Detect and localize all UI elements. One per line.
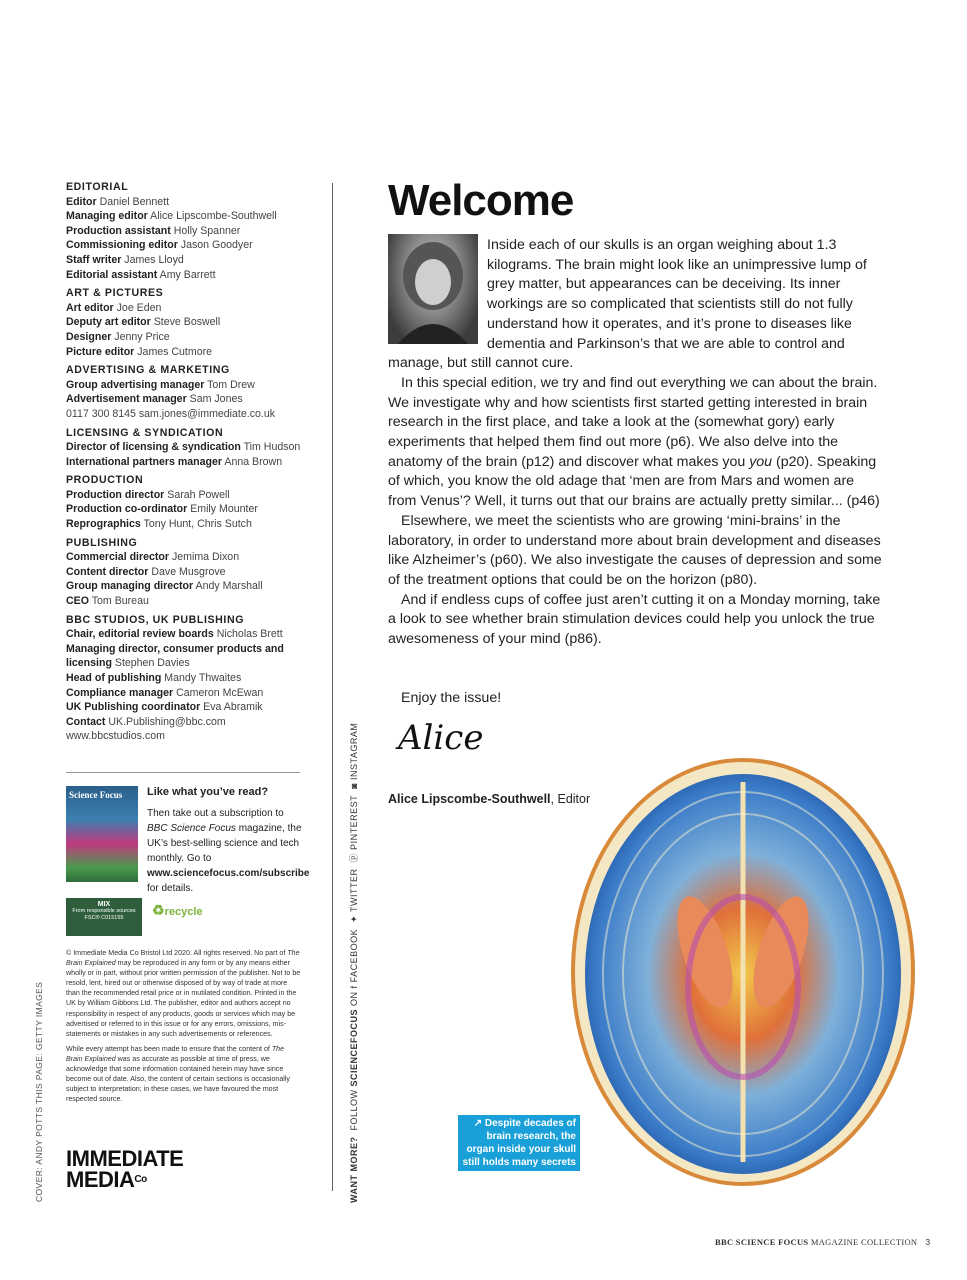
signature: Alice	[398, 718, 484, 758]
recycle-logo: ♻recycle	[152, 902, 203, 918]
credit-row: Content director Dave Musgrove	[66, 565, 226, 578]
credit-row: Picture editor James Cutmore	[66, 345, 213, 358]
credit-row: Editorial assistant Amy Barrett	[66, 268, 216, 281]
instagram-link[interactable]: INSTAGRAM	[349, 722, 359, 780]
credit-row: Reprographics Tony Hunt, Chris Sutch	[66, 518, 252, 531]
credit-row: Head of publishing Mandy Thwaites	[66, 672, 242, 684]
facebook-link[interactable]: FACEBOOK	[349, 928, 359, 983]
credit-row: Art editor Joe Eden	[66, 301, 162, 314]
facebook-icon: f	[349, 985, 359, 989]
editorial-body	[388, 236, 883, 650]
credit-row: Commercial director Jemima Dixon	[66, 551, 240, 564]
editor-byline: Alice Lipscombe-Southwell, Editor	[388, 792, 591, 806]
sign-off: Enjoy the issue!	[401, 690, 502, 706]
instagram-icon: ◙	[349, 782, 359, 789]
credit-row: UK Publishing coordinator Eva Abramik	[66, 701, 263, 714]
subscription-title: Like what you’ve read?	[147, 786, 269, 798]
credit-row: CEO Tom Bureau	[66, 595, 149, 608]
fsc-logo: MIX From responsible sources FSC® C015155	[66, 898, 142, 936]
credit-row: Advertisement manager Sam Jones	[66, 393, 243, 406]
pinterest-link[interactable]: PINTEREST	[349, 794, 359, 850]
credit-row: Managing editor Alice Lipscombe-Southwell	[66, 210, 277, 223]
credit-row: Editor Daniel Bennett	[66, 195, 170, 208]
credit-row: 0117 300 8145 sam.jones@immediate.co.uk	[66, 407, 276, 420]
page-title: Welcome	[388, 176, 574, 225]
page-footer: BBC SCIENCE FOCUS MAGAZINE COLLECTION 3	[715, 1237, 931, 1247]
credits-section-title: BBC STUDIOS, UK PUBLISHING	[66, 613, 245, 626]
credit-row: Commissioning editor Jason Goodyer	[66, 239, 253, 252]
credits-section-title: ADVERTISING & MARKETING	[66, 364, 230, 377]
pinterest-icon: ⓟ	[349, 852, 359, 863]
magazine-cover-thumbnail[interactable]	[66, 786, 138, 882]
credits-section-title: PRODUCTION	[66, 474, 144, 487]
credit-row: Staff writer James Lloyd	[66, 253, 184, 266]
immediate-media-logo: IMMEDIATE $MEDIA^{Co}$	[66, 1146, 184, 1192]
legal-text: © Immediate Media Co Bristol Ltd 2020. All rights reserved. No part of The Brain Explained may be reproduced in any form or by any means either wholly or in part, without prior written permission of the publisher. Not to be resold, lent, hired out or otherwise disposed of by way of trade at more than the recommended retail price or in mutilated condition. Printed in the UK by William Gibbons Ltd. The publisher, editor and authors accept no responsibility in respect of any products, goods or services which may be advertised or referred to in this issue or for any errors, omissions, mis-statements or mistakes in any such advertisements or references. While every attempt has been made to ensure that the content of The Brain Explained was as accurate as possible at time of press, we acknowledge that some information contained herein may have since become out of date. Also, the content of certain sections is occasionally subject to interpretation; in these cases, we have favoured the most respected source.	[66, 949, 301, 1104]
credit-row: Managing director, consumer products and licensing Stephen Davies	[66, 642, 284, 670]
social-follow-bar: WANT MORE? FOLLOW SCIENCEFOCUS ON f FACEBOOK ✦ TWITTER ⓟ PINTEREST ◙ INSTAGRAM	[349, 722, 359, 1203]
subscription-link[interactable]: www.sciencefocus.com/subscribe	[147, 868, 310, 879]
paragraph-4: And if endless cups of coffee just aren’t cutting it on a Monday morning, take a look to see whether brain stimulation devices could help you unlock the true awesomeness of your mind (p86).	[388, 591, 881, 648]
credits-column	[66, 180, 311, 744]
credits-section-title: PUBLISHING	[66, 536, 138, 549]
credit-row: Chair, editorial review boards Nicholas Brett	[66, 628, 283, 641]
credit-row: International partners manager Anna Brown	[66, 455, 283, 468]
credit-row: www.bbcstudios.com	[66, 730, 165, 743]
credit-row: Group managing director Andy Marshall	[66, 580, 263, 593]
credit-row: Director of licensing & syndication Tim Hudson	[66, 441, 301, 454]
credit-row: Group advertising manager Tom Drew	[66, 378, 255, 391]
page-number: 3	[925, 1237, 931, 1247]
twitter-icon: ✦	[349, 914, 359, 923]
recycle-icon: ♻	[152, 902, 165, 918]
credits-section-title: LICENSING & SYNDICATION	[66, 426, 224, 439]
column-divider	[332, 183, 333, 1191]
credits-section-title: EDITORIAL	[66, 181, 129, 193]
paragraph-3: Elsewhere, we meet the scientists who are growing ‘mini-brains’ in the laboratory, in order to understand more about brain development and diseases like Alzheimer’s (p60). We also investigate the causes of depression and some of the treatment options that could be on the horizon (p80).	[388, 512, 882, 588]
credit-row: Compliance manager Cameron McEwan	[66, 686, 264, 699]
cover-masthead: Science Focus	[69, 790, 123, 800]
image-caption: ↗ Despite decades of brain research, the organ inside your skull still holds many secrets	[458, 1115, 580, 1171]
credit-row: Production assistant Holly Spanner	[66, 224, 241, 237]
paragraph-2: In this special edition, we try and find out everything we can about the brain. We investigate why and how scientists first started getting interested in brain research in the first place, and take a look at the (somewhat gory) early experiments that helped them find out more (p6). We also delve into the anatomy of the brain (p12) and discover what makes you you (p20). Speaking of which, you know the old adage that ‘men are from Mars and women are from Venus’? Well, it turns out that our brains are actually pretty similar... (p46)	[388, 374, 880, 510]
credit-row: Production director Sarah Powell	[66, 488, 230, 501]
paragraph-1: Inside each of our skulls is an organ weighing about 1.3 kilograms. The brain might look like an unimpressive lump of grey matter, but appearances can be deceiving. Its inner workings are so complicated that scientists still do not fully understand how it operates, and it’s prone to diseases like dementia and Parkinson’s that we are able to control and manage, but still cannot cure.	[388, 237, 867, 372]
credit-row: Deputy art editor Steve Boswell	[66, 316, 221, 329]
image-credit: COVER: ANDY POTTS THIS PAGE: GETTY IMAGES	[34, 981, 44, 1202]
credit-row: Production co-ordinator Emily Mounter	[66, 503, 258, 516]
brain-scan-image	[565, 752, 920, 1192]
credits-section-title: ART & PICTURES	[66, 287, 164, 300]
credit-row: Contact UK.Publishing@bbc.com	[66, 715, 226, 728]
credit-row: Designer Jenny Price	[66, 330, 170, 343]
subscription-body: Then take out a subscription to BBC Science Focus magazine, the UK’s best-selling science and tech monthly. Go to www.sciencefocus.com/subscribe for details.	[147, 808, 310, 894]
divider	[66, 772, 300, 773]
twitter-link[interactable]: TWITTER	[349, 868, 359, 912]
